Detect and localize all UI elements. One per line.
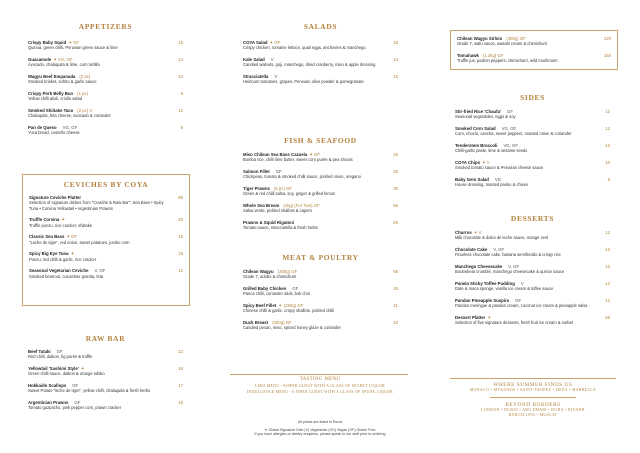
item-tag: VG, GF: [62, 125, 78, 130]
salads-title: SALADS: [303, 22, 338, 31]
item-description: Seasonal vegetables, eggs & soy: [455, 114, 516, 120]
beyond-title: BEYOND BORDERS: [505, 401, 561, 408]
item-name: Duck Breast: [243, 320, 269, 325]
item-description: Salsa verde, pickled shallots & capers: [243, 208, 312, 214]
menu-item: [243, 203, 398, 214]
tasting-menu: [228, 377, 412, 395]
item-star: ✦ GF: [66, 234, 78, 240]
menu-item: [28, 57, 183, 68]
appetizers-title: APPETIZERS: [78, 22, 133, 31]
fish-column: [243, 136, 398, 237]
item-description: Buckwheat crumble, manchego cheesecake & quince sauce: [455, 269, 565, 275]
item-name: Tenderstem Broccoli: [455, 143, 498, 148]
item-opt: (250g) GF: [277, 269, 298, 274]
tasting-title: TASTING MENU: [299, 377, 341, 382]
item-name: Crispy Pork Belly Bun: [28, 91, 74, 96]
tasting-line-1: LIMA MENU - €49PER GUEST WITH A GLASS OF SECRET LIQUOR: [255, 384, 385, 388]
item-name: Panela Sticky Toffee Pudding: [455, 281, 515, 286]
menu-item: [28, 74, 183, 85]
item-name: Argentinian Prawns: [28, 400, 69, 405]
item-name: Yellowtail 'Sashimi Style': [28, 366, 79, 371]
desserts-title: DESSERTS: [510, 214, 555, 223]
item-description: Quinoa, green chilli, Peruvian green sauce & lime: [28, 45, 118, 51]
item-price: 9: [180, 91, 183, 96]
item-description: Ponzu, red chilli & garlic, rice cracker: [29, 256, 97, 262]
item-price: 12: [178, 108, 183, 113]
item-price: 18: [178, 251, 183, 257]
item-price: 16: [393, 74, 398, 79]
item-description: Candied walnuts, goji, manchego, dried cranberry, miso & apple dressing: [243, 62, 376, 68]
item-name: Grilled Baby Chicken: [243, 286, 287, 291]
item-description: Smoked beetroot, cucumber granita, feta: [29, 273, 104, 279]
item-name: Whole Sea Bream: [243, 203, 280, 208]
prime-list: [457, 36, 611, 64]
item-description: Selection of signature dishes from "Ceviche & Raw Bar": Sea Bass • Spicy Tuna • Corvina Yellowtail • Argentinian Prawns: [29, 200, 164, 211]
item-tag: VG, GF: [503, 143, 519, 148]
item-price: 12: [605, 143, 610, 148]
item-description: Chalaquita, feta cheese, avocado & coriander: [28, 113, 111, 119]
item-star: ✦ GF: [309, 152, 321, 157]
menu-item: [243, 220, 398, 231]
item-name: Crispy Baby Squid: [28, 40, 67, 45]
dietary-legend: ✦ Global Signature Dish (V) Vegetarian (VG) Vegan (GF) Gluten Free: [264, 427, 376, 432]
item-name: Chocolate Cake: [455, 247, 488, 252]
item-tag: V, GF: [493, 247, 505, 252]
menu-item: [455, 109, 610, 120]
rawbar-list: [28, 349, 183, 411]
item-name: COYA Chips: [455, 160, 480, 165]
item-description: Pandan meringue & pandan cream, coconut ice cream & pineapple salsa: [455, 303, 588, 309]
item-name: Churros: [455, 230, 472, 235]
tasting-line-2: INDULGENCE MENU - € 85PER GUEST WITH A GLASS OF SPUNK LIQUOR: [246, 390, 393, 394]
item-price: 12: [605, 230, 610, 235]
item-price: 10: [605, 160, 610, 165]
item-star: ✦ V: [473, 230, 482, 235]
menu-item: [28, 349, 183, 360]
item-name: Seasonal Vegetarian Ceviche: [29, 268, 89, 274]
item-name: Beef Tataki: [28, 349, 51, 354]
menu-item: [243, 303, 398, 314]
item-description: Grade 7, adobo & chimichurri: [243, 274, 297, 280]
locations: [450, 382, 616, 418]
item-opt: (2 pc) V: [77, 108, 93, 113]
item-description: Milk chocolate & dulce de leche sauce, orange zest: [455, 235, 549, 241]
item-price: 22: [178, 349, 183, 354]
item-description: Green & red chilli salsa, soy, ginger & grilled lemon: [243, 191, 336, 197]
item-name: Stracciatella: [243, 74, 269, 79]
item-description: Grade 7, wafu sauce, wasabi cream & chimichurri: [457, 41, 548, 47]
item-price: 12: [605, 298, 610, 303]
item-price: 28: [393, 169, 398, 174]
item-opt: (300g) GF: [506, 36, 526, 41]
tasting-divider: [230, 374, 408, 375]
item-tag: V, GF: [508, 264, 520, 269]
item-description: Yellow chilli alioli, criollo salad: [28, 96, 83, 102]
middle-column: [243, 0, 398, 91]
menu-item: [29, 268, 183, 279]
item-name: Smoked Corn Salad: [455, 126, 496, 131]
menu-item: [28, 40, 183, 51]
item-description: Heirloom tomatoes, grapes, Peruvian olive powder & pomegranate: [243, 79, 364, 85]
item-opt: (300g) GF: [272, 320, 292, 325]
item-name: Pandan Pineapple Suspiro: [455, 298, 510, 303]
item-price: 18: [393, 40, 398, 45]
item-price: 5: [180, 125, 183, 130]
item-name: Spicy Big Eye Tuna: [29, 251, 69, 257]
item-tag: V: [520, 281, 524, 286]
item-tag: GF: [275, 169, 282, 174]
item-name: Prawns & Squid Rigatoni: [243, 220, 295, 225]
item-price: 15: [178, 40, 183, 45]
prices-note: All prices are listed in Euros: [297, 420, 343, 424]
menu-item: [28, 125, 183, 136]
item-price: 42: [393, 320, 398, 325]
item-opt: (2 pc): [79, 74, 91, 79]
rawbar-column: [28, 334, 183, 417]
item-name: COYA Salad: [243, 40, 268, 45]
beyond-locations-2: BARCELONA • MUSCAT: [508, 412, 558, 417]
item-description: Tomato sauce, stracciatella & fresh herbs: [243, 225, 318, 231]
item-description: Corn, choclo, cancha, sweet peppers, roasted onion & coriander: [455, 131, 572, 137]
menu-item: [29, 195, 183, 211]
item-price: 14: [393, 57, 398, 62]
item-name: Signature Ceviche Platter: [29, 195, 82, 200]
menu-item: [29, 251, 183, 262]
menu-item: [455, 264, 610, 275]
item-tag: V, GF: [94, 268, 106, 274]
item-price: 12: [605, 109, 610, 114]
meat-column: [243, 253, 398, 337]
item-description: Crispy chicken, romaine lettuce, quail eggs, anchovies & manchego: [243, 45, 366, 51]
menu-item: [457, 36, 611, 47]
item-star: ✦: [80, 366, 85, 371]
menu-item: [455, 177, 610, 188]
item-description: Tomato gazpacho, pink pepper corn, prawn cracker: [28, 405, 122, 411]
item-tag: GF: [292, 286, 299, 291]
item-price: 150: [603, 53, 611, 58]
item-name: Baby Gem Salad: [455, 177, 489, 182]
item-star: ✦ GF: [68, 40, 79, 45]
menu-item: [28, 400, 183, 411]
item-description: Smoked brisket, sofrito & garlic sauce: [28, 79, 97, 85]
rawbar-title: RAW BAR: [85, 334, 126, 343]
item-price: 25: [393, 220, 398, 225]
item-opt: (1.2kg) GF: [482, 53, 504, 58]
item-name: Miso Chilean Sea Bass Cazuela: [243, 152, 308, 157]
item-star: ✦ GF: [269, 40, 281, 45]
menu-item: [455, 315, 610, 326]
menu-item: [243, 169, 398, 180]
item-description: Bomba rice, chilli lime butter, sweet corn purée & pea shoots: [243, 157, 353, 163]
desserts-list: [455, 230, 610, 326]
menu-item: [28, 366, 183, 377]
item-price: 12: [605, 264, 610, 269]
item-star: ✦ VG, GF: [53, 57, 73, 62]
item-description: Sweet Potato "leche de tigre", yellow chilli, chalaquita & fresh herbs: [28, 388, 151, 394]
item-description: House dressing, toasted panko & chives: [455, 182, 529, 188]
menu-item: [28, 383, 183, 394]
item-name: Hokkaido Scallops: [28, 383, 67, 388]
item-name: Smoked Shiitake Taco: [28, 108, 74, 113]
menu-item: [28, 108, 183, 119]
item-name: Spicy Beef Fillet: [243, 303, 277, 308]
item-description: Panca chilli, coriander alioli, bok choi: [243, 291, 310, 297]
item-star: ✦ V: [482, 160, 490, 165]
footer-notes: [228, 420, 412, 437]
menu-item: [455, 160, 610, 171]
fish-title: FISH & SEAFOOD: [284, 136, 357, 145]
item-star: ✦: [278, 303, 282, 308]
item-description: Date & maca sponge, vanilla ice cream & toffee sauce: [455, 286, 554, 292]
item-star: ✦: [487, 315, 491, 320]
item-price: 65: [393, 203, 398, 208]
sides-title: SIDES: [520, 93, 545, 102]
item-name: Stir-fried Rice 'Chaufa': [455, 109, 501, 114]
item-name: Manchego Cheesecake: [455, 264, 503, 269]
item-tag: GF: [515, 298, 522, 303]
item-price: 41: [393, 303, 398, 308]
fish-list: [243, 152, 398, 231]
item-price: 17: [178, 383, 183, 388]
item-description: "Leche de tigre", red onion, sweet potatoes, jumbo corn: [29, 239, 130, 245]
beyond-locations-1: LONDON • DUBAI • ABU DHABI • DOHA • RIYADH: [481, 407, 585, 412]
item-tag: VG, GF: [501, 126, 517, 131]
item-tag: V: [270, 57, 274, 62]
item-tag: VG: [494, 177, 502, 182]
item-tag: GF: [74, 400, 81, 405]
appetizers-list: [28, 40, 183, 136]
item-price: 16: [178, 400, 183, 405]
item-opt: (250g) GF: [283, 303, 304, 308]
item-description: Chinese chilli & garlic, crispy shallots, pickled chilli: [243, 308, 335, 314]
item-price: 65: [393, 269, 398, 274]
item-price: 65: [605, 315, 610, 320]
item-price: 14: [178, 74, 183, 79]
item-name: Guacamole: [28, 57, 52, 62]
menu-item: [29, 234, 183, 245]
item-name: Dessert Platter: [455, 315, 486, 320]
item-name: Chilean Wagyu: [243, 269, 274, 274]
item-description: Green chilli sauce, daikon & orange tobiko: [28, 371, 105, 377]
item-name: Tomahawk: [457, 53, 479, 58]
item-price: 16: [178, 366, 183, 371]
item-name: Salmon Fillet: [243, 169, 270, 174]
item-price: 12: [178, 268, 183, 274]
allergy-note: If you have allergies or dietary enquiries, please speak to our staff prior to ordering: [254, 432, 386, 437]
menu-item: [29, 217, 183, 228]
menu-item: [243, 74, 398, 85]
item-name: Classic Sea Bass: [29, 234, 65, 240]
item-description: Yuca bread, costeño cheese: [28, 130, 80, 136]
summer-title: WHERE SUMMER FINDS US: [493, 382, 573, 388]
item-tag: V: [274, 74, 278, 79]
menu-item: [243, 186, 398, 197]
menu-item: [243, 320, 398, 331]
menu-item: [457, 53, 611, 64]
item-price: 14: [178, 57, 183, 62]
item-tag: GF: [506, 109, 513, 114]
item-price: 85: [178, 195, 183, 200]
menu-item: [243, 57, 398, 68]
item-price: 30: [393, 186, 398, 191]
item-description: Chickpeas, tomato & smoked chilli sauce, pickled onion, oregano: [243, 174, 361, 180]
item-price: 16: [178, 234, 183, 240]
sides-column: [455, 93, 610, 194]
item-price: 9: [607, 177, 610, 182]
item-tag: GF: [56, 349, 63, 354]
item-description: Selection of five signature desserts, fresh fruit ice cream & sorbet: [455, 320, 574, 326]
menu-item: [28, 91, 183, 102]
item-description: Smoked tomato sauce & Peruvian cheese sauce: [455, 165, 544, 171]
item-tag: GF: [72, 383, 79, 388]
item-description: Avocado, chalaquita & lime, corn tortilla: [28, 62, 100, 68]
menu-item: [243, 152, 398, 163]
item-star: ✦: [70, 251, 75, 257]
salads-list: [243, 40, 398, 85]
item-price: 26: [393, 286, 398, 291]
menu-item: [455, 298, 610, 309]
item-star: ✦: [61, 217, 65, 223]
item-name: Tiger Prawns: [243, 186, 270, 191]
menu-item: [455, 281, 610, 292]
item-price: 20: [178, 217, 183, 223]
menu-item: [455, 230, 610, 241]
item-name: Chilean Wagyu Sirloin: [457, 36, 503, 41]
menu-item: [243, 269, 398, 280]
locations-divider-mid: [490, 397, 576, 398]
item-description: Flourless chocolate cake, banana semifreddo & crispy rice: [455, 252, 561, 258]
meat-title: MEAT & POULTRY: [282, 253, 359, 262]
item-price: 120: [603, 36, 611, 41]
meat-list: [243, 269, 398, 331]
locations-divider-top: [450, 378, 616, 379]
item-price: 12: [605, 126, 610, 131]
item-opt: (1 pc): [77, 91, 89, 96]
summer-locations: MONACO • MYKONOS • SAINT-TROPEZ • IBIZA • MARBELLA: [469, 388, 597, 392]
item-description: Red chilli, daikon, fig purée & truffle: [28, 354, 93, 360]
menu-item: [243, 286, 398, 297]
item-description: Truffle ponzu, rice cracker, shiitake: [29, 222, 93, 228]
item-name: Pan de Queso: [28, 125, 57, 130]
ceviches-box: [22, 174, 190, 306]
item-opt: (1kg) (For Two) GF: [283, 203, 320, 208]
menu-item: [455, 143, 610, 154]
menu-item: [455, 126, 610, 137]
menu-item: [243, 40, 398, 51]
left-column: [28, 0, 183, 142]
item-opt: (5 pc) GF: [273, 186, 293, 191]
item-name: Kale Salad: [243, 57, 265, 62]
item-description: Truffle jus, padrón peppers, chimichurri, wild mushroom: [457, 58, 558, 64]
item-price: 12: [605, 247, 610, 252]
item-description: Candied pecan, miso, spiced honey glaze & coriander: [243, 325, 341, 331]
item-description: Chilli-garlic paste, lime & sesame seeds: [455, 148, 528, 154]
ceviches-title: CEVICHES BY COYA: [63, 180, 149, 189]
sides-list: [455, 109, 610, 188]
desserts-column: [455, 214, 610, 332]
item-price: 45: [393, 152, 398, 157]
item-price: 12: [605, 281, 610, 286]
menu-item: [455, 247, 610, 258]
ceviches-list: [29, 195, 183, 279]
item-name: Truffle Corvina: [29, 217, 60, 223]
item-name: Wagyu Beef Empanada: [28, 74, 76, 79]
prime-cuts-box: [450, 30, 618, 70]
